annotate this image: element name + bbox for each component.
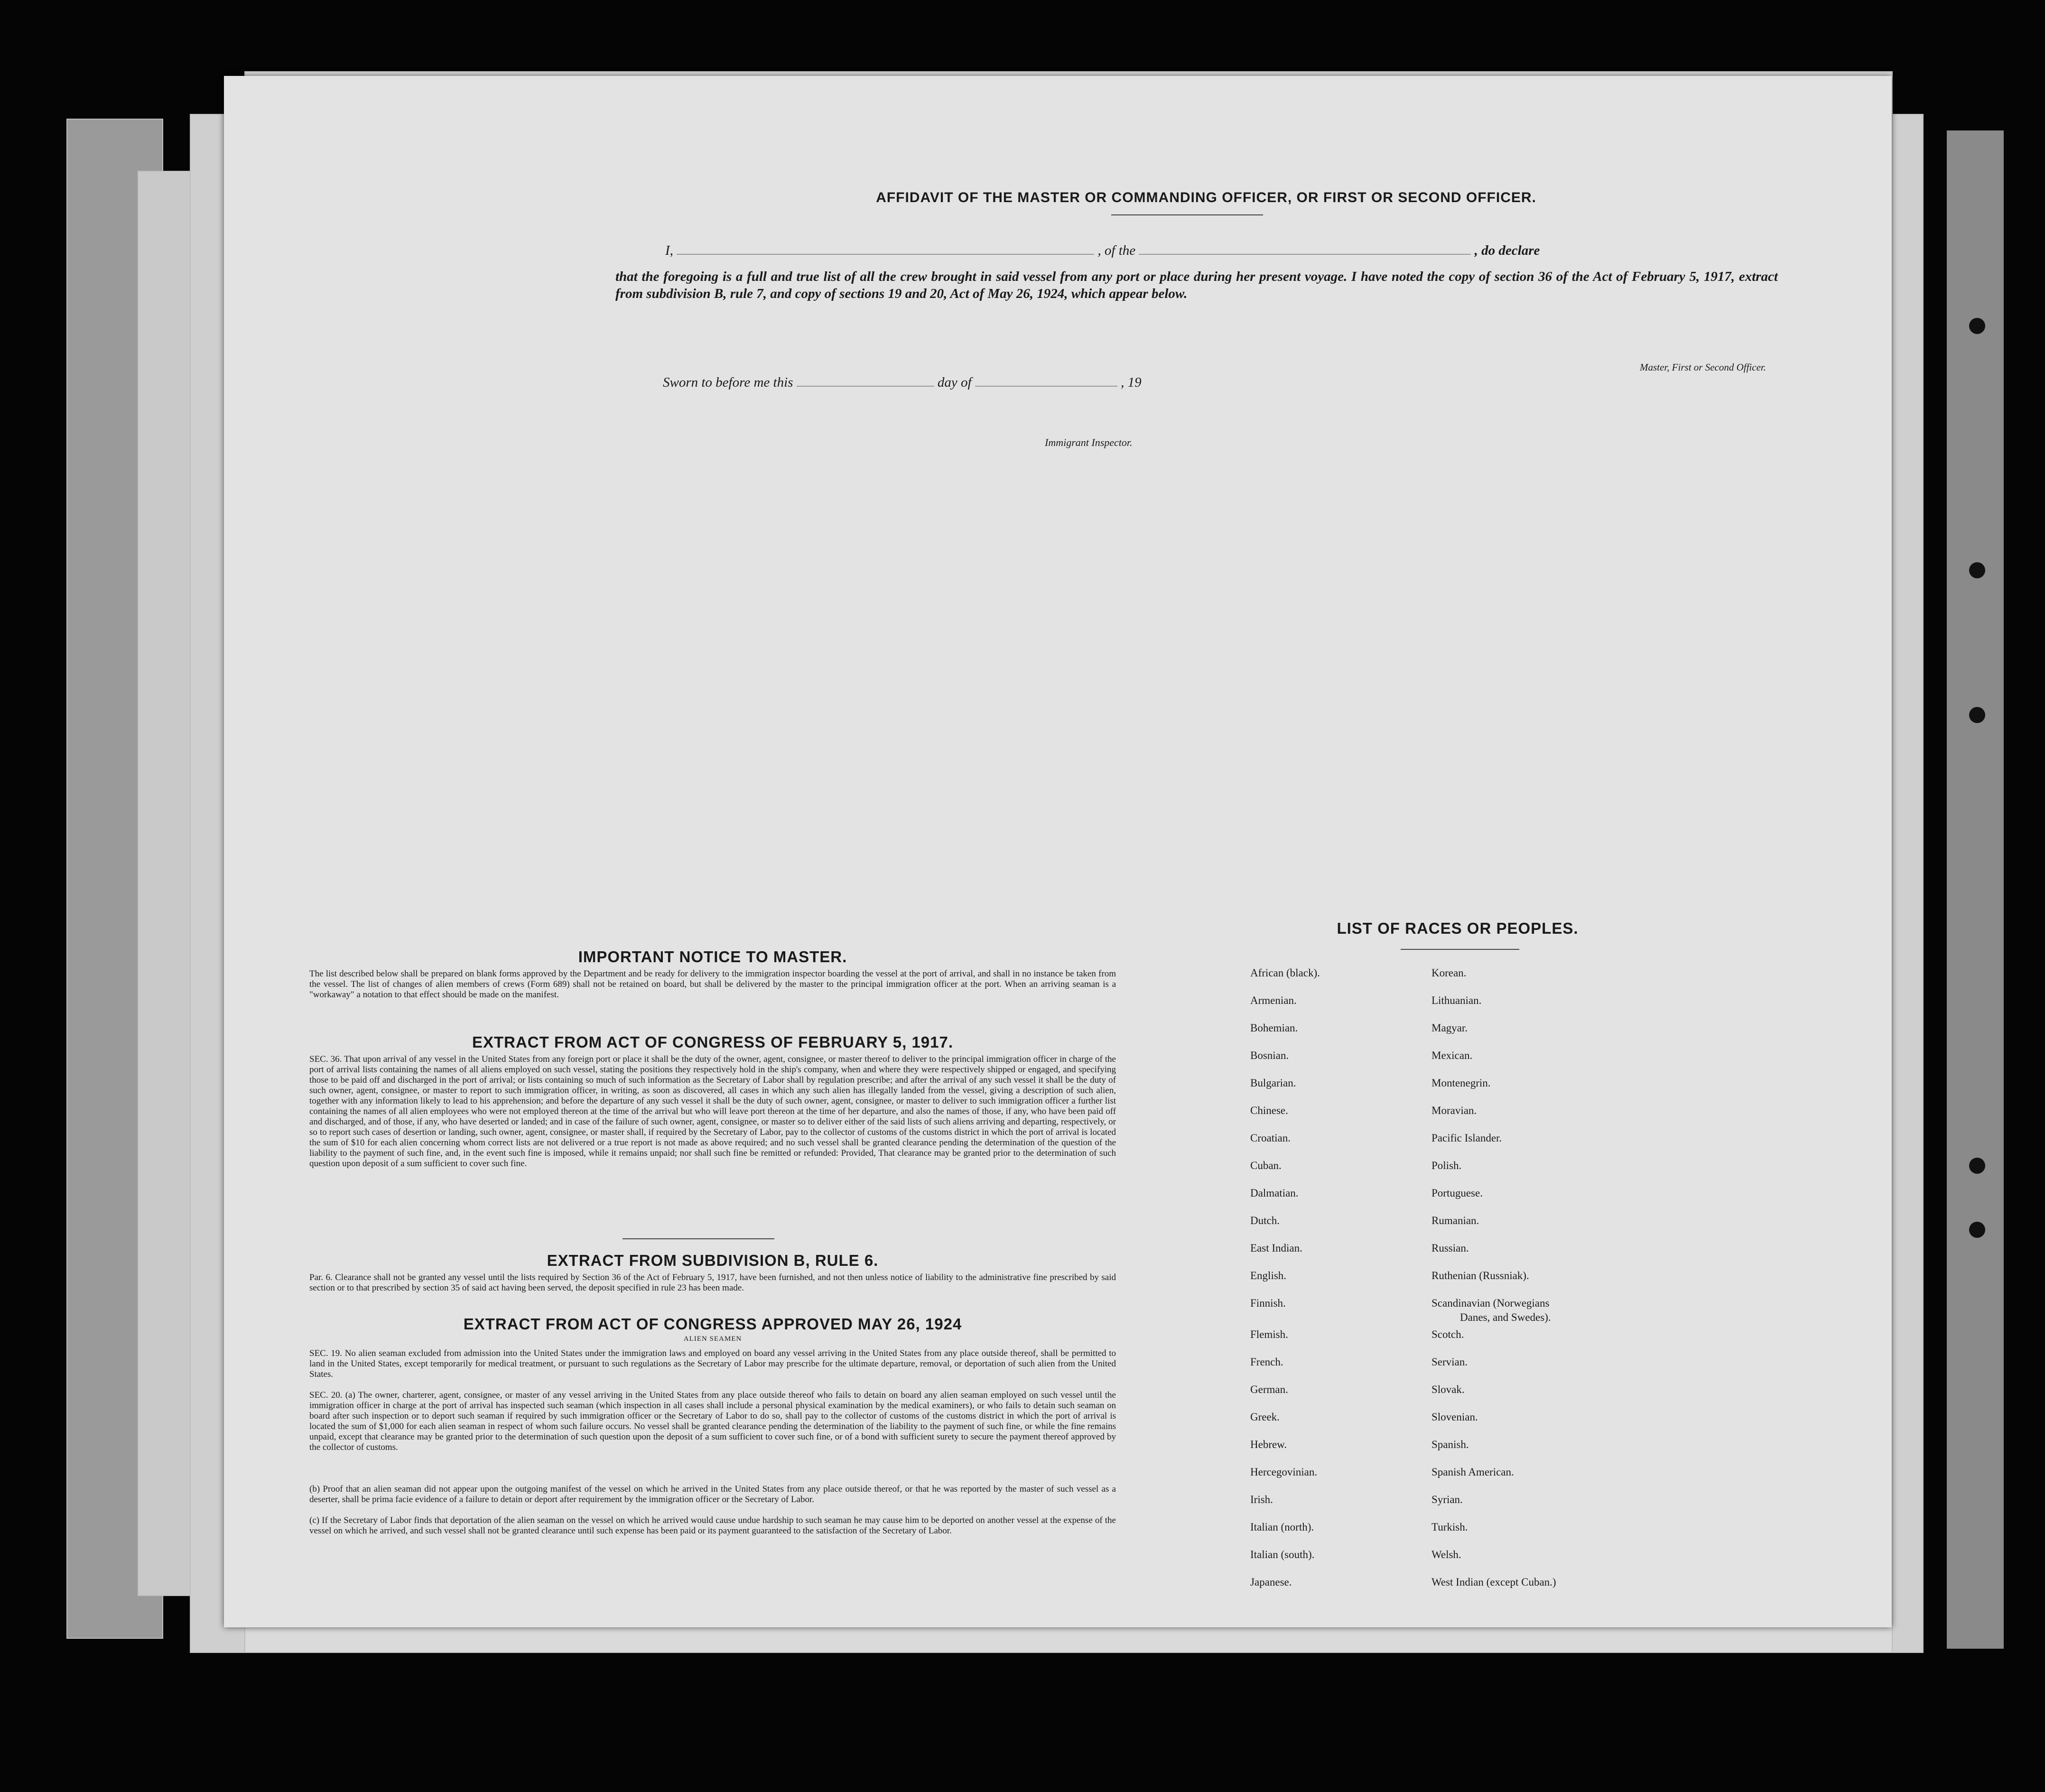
extract-1924-title: EXTRACT FROM ACT OF CONGRESS APPROVED MAY 26, 1924 [463,1315,962,1333]
race-item: Bulgarian. [1250,1077,1296,1089]
punch-hole [1969,1222,1985,1238]
race-item: Scotch. [1432,1328,1464,1340]
race-item: Syrian. [1432,1494,1463,1505]
race-item: Rumanian. [1432,1215,1479,1226]
race-item: Slovenian. [1432,1411,1478,1423]
notice-title: IMPORTANT NOTICE TO MASTER. [578,948,847,966]
race-item: Italian (south). [1250,1549,1315,1560]
race-item: Cuban. [1250,1160,1282,1171]
race-item: Danes, and Swedes). [1460,1311,1551,1323]
punch-hole [1969,318,1985,334]
i-label: I, [665,243,673,258]
sworn-day-blank[interactable] [797,386,934,387]
rule6-title: EXTRACT FROM SUBDIVISION B, RULE 6. [547,1252,879,1269]
race-item: Mexican. [1432,1049,1473,1061]
race-item: Magyar. [1432,1022,1468,1034]
race-item: Turkish. [1432,1521,1468,1533]
race-item: Hebrew. [1250,1439,1287,1450]
divider [1401,949,1519,950]
race-item: Polish. [1432,1160,1462,1171]
declare-label: , do declare [1474,243,1540,258]
race-item: Bohemian. [1250,1022,1298,1034]
extract-1917-body: SEC. 36. That upon arrival of any vessel in the United States from any foreign port or place it shall be the duty of the owner, agent, consignee, or master thereof to deliver to the principal immigration officer in charge of the port of arrival lists containing the names of all aliens employed on such vessel, stating the positions they respectively hold in the ship's company, when and where they were respectively shipped or engaged, and specifying those to be paid off and discharged in the port of arrival; or lists containing so much of such information as the Secretary of Labor shall by regulation prescribe; and after the arrival of any such vessel it shall be the duty of such owner, agent, consignee, or master to report to such immigration officer, in writing, as soon as discovered, all cases in which any such alien has illegally landed from the vessel, giving a description of such alien, together with any information likely to lead to his apprehension; and before the departure of any such vessel it shall be the duty of such owner, agent, consignee, or master to deliver to such immigration officer a further list containing the names of all alien employees who were not employed thereon at the time of the arrival but who will leave port thereon at the time of her departure, and also the names of those, if any, who have been paid off and discharged, and of those, if any, who have deserted or landed; and in case of the failure of such owner, agent, consignee, or master so to deliver either of the said lists of such aliens arriving and departing, respectively, or so to report such cases of desertion or landing, such owner, agent, consignee, or master shall, if required by the Secretary of Labor, pay to the collector of customs of the customs district in which the port of arrival is located the sum of $10 for each alien concerning whom correct lists are not delivered or a true report is not made as above required; and no such vessel shall be granted clearance pending the determination of the question of the liability to the payment of such fine, and, in the event such fine is imposed, while it remains unpaid; nor shall such fine be remitted or refunded: Provided, That clearance may be granted prior to the determination of such question upon deposit of a sum sufficient to cover such fine. [309,1054,1116,1169]
race-item: Moravian. [1432,1105,1477,1116]
affidavit-body: that the foregoing is a full and true list of all the crew brought in said vessel from any port or place during her present voyage. I have noted the copy of section 36 of the Act of February 5, 1917, extract from subdivision B, rule 7, and copy of sections 19 and 20, Act of May 26, 1924, which appear below. [615,269,1778,301]
race-item: Servian. [1432,1356,1468,1368]
year-label: , 19 [1121,375,1142,390]
punch-hole [1969,707,1985,723]
rule6-body: Par. 6. Clearance shall not be granted any vessel until the lists required by Section 36 of the Act of February 5, 1917, have been furnished, and not then unless notice of liability to the administrative fine prescribed by said section or to that prescribed by section 35 of said act having been served, the deposit specified in rule 23 has been made. [309,1272,1116,1293]
race-item: Bosnian. [1250,1049,1289,1061]
races-title: LIST OF RACES OR PEOPLES. [1337,919,1579,937]
race-item: Lithuanian. [1432,994,1482,1006]
adjacent-page-edge [1947,130,2004,1649]
race-item: Welsh. [1432,1549,1461,1560]
race-item: Dutch. [1250,1215,1280,1226]
affidavit-line1 [665,243,1775,259]
extract-1924-sec20c: (c) If the Secretary of Labor finds that deportation of the alien seaman on the vessel on which he arrived would cause undue hardship to such seaman he may cause him to be deported on another vessel at the expense of the vessel on which he arrived, and such vessel shall not be granted clearance until such expense has been paid or its payment guaranteed to the satisfaction of the Secretary of Labor. [309,1515,1116,1536]
form-page [224,76,1892,1627]
race-item: East Indian. [1250,1242,1302,1254]
name-blank[interactable] [677,254,1094,255]
race-item: Portuguese. [1432,1187,1483,1199]
race-item: Hercegovinian. [1250,1466,1318,1478]
race-item: Spanish American. [1432,1466,1514,1478]
race-item: Korean. [1432,967,1467,979]
race-item: Dalmatian. [1250,1187,1299,1199]
inspector-label: Immigrant Inspector. [1045,436,1133,448]
sworn-month-blank[interactable] [975,386,1117,387]
race-item: Ruthenian (Russniak). [1432,1270,1529,1281]
race-item: English. [1250,1270,1287,1281]
race-item: Montenegrin. [1432,1077,1491,1089]
sworn-line [663,375,1517,390]
race-item: Japanese. [1250,1576,1292,1588]
divider [1111,214,1263,215]
punch-hole [1969,562,1985,578]
vessel-blank[interactable] [1139,254,1471,255]
extract-1924-sec20a: SEC. 20. (a) The owner, charterer, agent, consignee, or master of any vessel arriving in the United States from any place outside thereof who fails to detain on board any alien seaman employed on such vessel until the immigration officer in charge at the port of arrival has inspected such seaman (which inspection in all cases shall include a personal physical examination by the medical examiners), or who fails to detain such seaman on board after such inspection or to deport such seaman if required by such immigration officer or the Secretary of Labor to do so, shall pay to the collector of customs of the customs district in which the port of arrival is located the sum of $1,000 for each alien seaman in respect of whom such failure occurs. No vessel shall be granted clearance pending the determination of the liability to the payment of such fine, or while the fine remains unpaid, except that clearance may be granted prior to the determination of such question upon the deposit of a sum sufficient to cover such fine, or of a bond with sufficient surety to secure the payment thereof approved by the collector of customs. [309,1390,1116,1452]
race-item: French. [1250,1356,1283,1368]
extract-1924-subtitle: ALIEN SEAMEN [683,1335,742,1343]
affidavit-title: AFFIDAVIT OF THE MASTER OR COMMANDING OFFICER, OR FIRST OR SECOND OFFICER. [876,190,1536,205]
punch-hole [1969,1158,1985,1174]
race-item: African (black). [1250,967,1320,979]
race-item: Greek. [1250,1411,1280,1423]
extract-1924-sec19: SEC. 19. No alien seaman excluded from admission into the United States under the immigration laws and employed on board any vessel arriving in the United States from any place outside thereof, shall be permitted to land in the United States, except temporarily for medical treatment, or pursuant to such regulations as the Secretary of Labor may prescribe for the ultimate departure, removal, or deportation of such alien from the United States. [309,1348,1116,1379]
extract-1924-sec20b: (b) Proof that an alien seaman did not appear upon the outgoing manifest of the vessel on which he arrived in the United States from any place outside thereof, or that he was reported by the master of such vessel as a deserter, shall be prima facie evidence of a failure to detain or deport after requirement by the immigration officer or the Secretary of Labor. [309,1484,1116,1504]
of-label: , of the [1097,243,1136,258]
race-item: German. [1250,1383,1288,1395]
race-item: West Indian (except Cuban.) [1432,1576,1556,1588]
race-item: Finnish. [1250,1297,1286,1309]
race-item: Croatian. [1250,1132,1291,1144]
race-item: Scandinavian (Norwegians [1432,1297,1550,1309]
sworn-label: Sworn to before me this [663,375,793,390]
race-item: Russian. [1432,1242,1469,1254]
race-item: Armenian. [1250,994,1297,1006]
race-item: Slovak. [1432,1383,1465,1395]
divider [623,1238,774,1239]
extract-1917-title: EXTRACT FROM ACT OF CONGRESS OF FEBRUARY 5, 1917. [472,1033,954,1051]
race-item: Flemish. [1250,1328,1288,1340]
notice-body: The list described below shall be prepared on blank forms approved by the Department and be ready for delivery to the immigration inspector boarding the vessel at the port of arrival, and shall in no instance be taken from the vessel. The list of changes of alien members of crews (Form 689) shall not be retained on board, but shall be delivered by the master to the principal immigration officer at the port. When an arriving seaman is a "workaway" a notation to that effect should be made on the manifest. [309,969,1116,1000]
race-item: Chinese. [1250,1105,1288,1116]
race-item: Spanish. [1432,1439,1469,1450]
signature-label: Master, First or Second Officer. [1640,362,1766,373]
race-item: Italian (north). [1250,1521,1314,1533]
race-item: Pacific Islander. [1432,1132,1502,1144]
race-item: Irish. [1250,1494,1273,1505]
day-of-label: day of [937,375,972,390]
